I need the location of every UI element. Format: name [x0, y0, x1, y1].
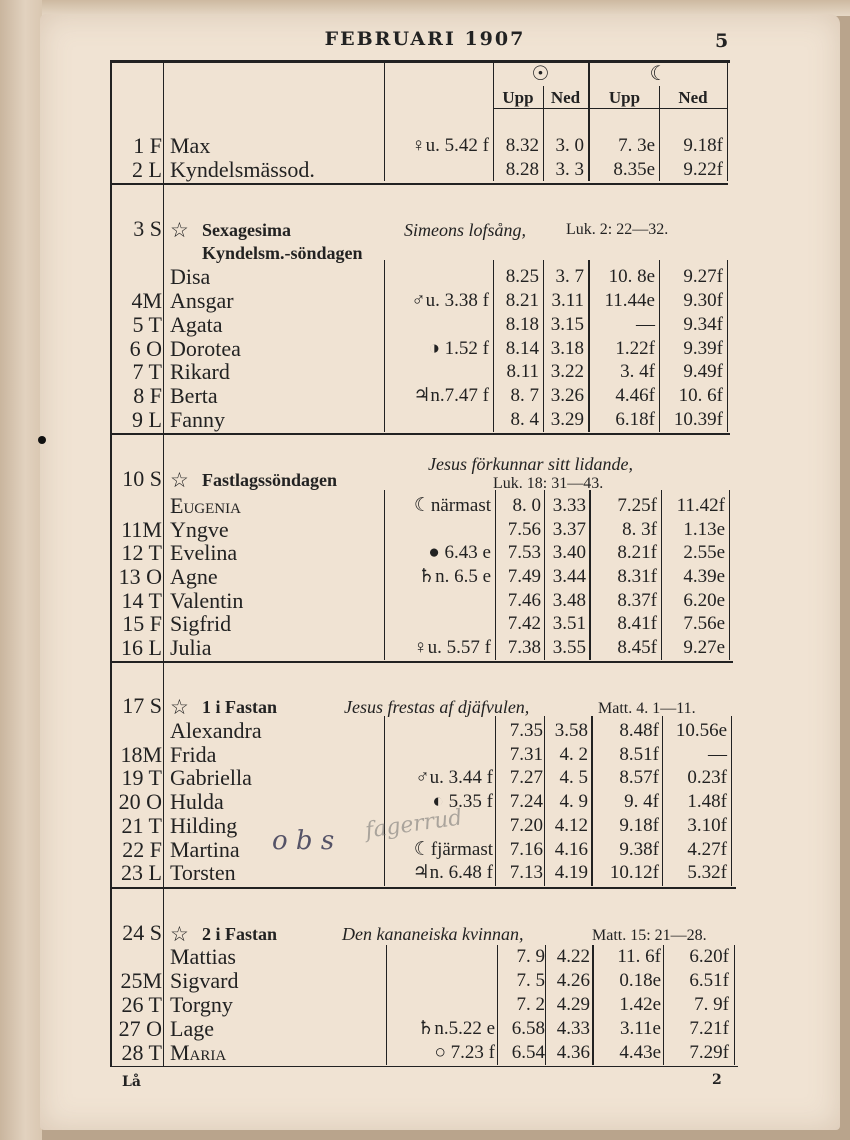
sermon-text: Jesus frestas af djäfvulen,: [344, 697, 530, 717]
sunset-time: 4.22: [556, 946, 590, 967]
moonset-time: 7. 9f: [694, 994, 729, 1015]
sunrise-time: 8.18: [505, 314, 539, 335]
day-date: 8 F: [133, 383, 162, 408]
moonset-time: 3.10f: [687, 815, 727, 836]
day-name: Agne: [170, 564, 218, 589]
day-date: 26 T: [121, 992, 162, 1017]
sunset-time: 4. 9: [559, 791, 588, 812]
moonset-time: 1.13e: [683, 519, 725, 540]
day-name: Evelina: [170, 540, 238, 565]
footer-right: 2: [712, 1072, 722, 1088]
day-name: Fanny: [170, 407, 225, 432]
day-name: Hulda: [170, 789, 224, 814]
astronomical-note: ♂u. 3.44 f: [415, 767, 493, 788]
sunrise-time: 8.25: [505, 266, 539, 287]
sunset-time: 3.15: [550, 314, 584, 335]
moonset-time: 10. 6f: [678, 385, 723, 406]
day-name: Sigvard: [170, 968, 239, 993]
day-date: 25M: [120, 968, 162, 993]
day-name: Gabriella: [170, 765, 252, 790]
sunset-time: 4.19: [554, 862, 588, 883]
day-date: 27 O: [118, 1016, 162, 1041]
moonrise-time: 8.37f: [617, 590, 657, 611]
astronomical-note: ☾fjärmast: [413, 839, 493, 860]
moonset-time: 10.56e: [675, 720, 727, 741]
sunset-time: 3.37: [552, 519, 586, 540]
sunrise-time: 7.16: [509, 839, 543, 860]
day-date: 15 F: [122, 611, 162, 636]
day-date: 9 L: [132, 407, 162, 432]
sun-rise-header: Upp: [502, 88, 534, 107]
day-name: Rikard: [170, 359, 230, 384]
star-icon: ☆: [170, 218, 189, 242]
day-name: Lage: [170, 1016, 214, 1041]
sunrise-time: 8.11: [506, 361, 539, 382]
page-title: FEBRUARI 1907: [324, 28, 526, 50]
day-name: Yngve: [170, 517, 229, 542]
moonset-time: 7.29f: [689, 1042, 729, 1063]
day-name: Disa: [170, 264, 211, 289]
moonrise-time: 9. 4f: [624, 791, 659, 812]
sun-set-header: Ned: [550, 88, 581, 107]
day-name: Torgny: [170, 992, 233, 1017]
sunset-time: 4.36: [556, 1042, 590, 1063]
moonrise-time: 4.46f: [615, 385, 655, 406]
day-name: Berta: [170, 383, 218, 408]
sunset-time: 3.55: [552, 637, 586, 658]
scripture-ref: Luk. 2: 22—32.: [566, 221, 669, 238]
sunday-date: 10 S: [122, 466, 162, 491]
day-date: 5 T: [132, 312, 162, 337]
sunset-time: 4.26: [556, 970, 590, 991]
moonset-time: 5.32f: [687, 862, 727, 883]
moonrise-time: 8. 3f: [622, 519, 657, 540]
day-name: Alexandra: [170, 718, 262, 743]
astronomical-note: ♂u. 3.38 f: [411, 290, 489, 311]
moonrise-time: 6.18f: [615, 409, 655, 430]
scripture-ref: Matt. 4. 1—11.: [598, 700, 696, 717]
moonset-time: 9.49f: [683, 361, 723, 382]
moonset-time: 9.30f: [683, 290, 723, 311]
day-name: Dorotea: [170, 336, 241, 361]
sunrise-time: 7. 2: [516, 994, 545, 1015]
sunday-title: Fastlagssöndagen: [202, 470, 338, 490]
footer-left: Lå: [122, 1074, 141, 1090]
moonrise-time: 8.51f: [619, 744, 659, 765]
moon-rise-header: Upp: [608, 88, 641, 107]
day-name: Valentin: [170, 588, 244, 613]
moonset-time: 9.34f: [683, 314, 723, 335]
day-date: 22 F: [122, 837, 162, 862]
day-date: 14 T: [121, 588, 162, 613]
day-name: Agata: [170, 312, 223, 337]
day-date: 20 O: [118, 789, 162, 814]
day-name: Max: [170, 133, 211, 158]
astronomical-note: ◐ 5.35 f: [432, 791, 493, 812]
moonrise-time: 9.38f: [619, 839, 659, 860]
sunset-time: 3. 7: [555, 266, 584, 287]
moonrise-time: 8.41f: [617, 613, 657, 634]
sunrise-time: 8. 7: [510, 385, 539, 406]
moonset-time: 9.39f: [683, 338, 723, 359]
astronomical-note: ♀u. 5.42 f: [411, 135, 489, 156]
moonset-time: 9.22f: [683, 159, 723, 180]
binding-hole: [38, 436, 46, 444]
sunrise-time: 8.14: [505, 338, 539, 359]
moonrise-time: 3. 4f: [620, 361, 655, 382]
day-date: 12 T: [121, 540, 162, 565]
sunrise-time: 7.53: [507, 542, 541, 563]
sunrise-time: 8.21: [505, 290, 539, 311]
sunset-time: 3.51: [552, 613, 586, 634]
sunrise-time: 6.54: [511, 1042, 545, 1063]
day-date: 19 T: [121, 765, 162, 790]
sunset-time: 4. 5: [559, 767, 588, 788]
sunset-time: 4. 2: [559, 744, 588, 765]
astronomical-note: ♃n. 6.48 f: [412, 862, 493, 883]
moonset-time: 7.21f: [689, 1018, 729, 1039]
moonrise-time: 10.12f: [609, 862, 659, 883]
star-icon: ☆: [170, 695, 189, 719]
sunset-time: 3.26: [550, 385, 584, 406]
moonset-time: 0.23f: [687, 767, 727, 788]
page-number: 5: [715, 30, 729, 52]
moonrise-time: 8.21f: [617, 542, 657, 563]
moonset-time: 2.55e: [683, 542, 725, 563]
moonrise-time: 11. 6f: [617, 946, 661, 967]
day-name: Hilding: [170, 813, 238, 838]
sunrise-time: 7.56: [507, 519, 541, 540]
day-name: Sigfrid: [170, 611, 232, 636]
astronomical-note: ♄n.5.22 e: [417, 1018, 495, 1039]
sunrise-time: 7.27: [509, 767, 543, 788]
day-name: Frida: [170, 742, 217, 767]
sermon-text: Den kananeiska kvinnan,: [342, 924, 524, 944]
star-icon: ☆: [170, 922, 189, 946]
sunrise-time: 6.58: [511, 1018, 545, 1039]
sermon-text: Jesus förkunnar sitt lidande,: [428, 454, 633, 474]
astronomical-note: ○ 7.23 f: [434, 1042, 495, 1063]
sunset-time: 3. 0: [555, 135, 584, 156]
day-name: Mattias: [170, 944, 236, 969]
moonrise-time: 8.48f: [619, 720, 659, 741]
sunday-date: 24 S: [122, 920, 162, 945]
sunrise-time: 8. 4: [510, 409, 539, 430]
sunrise-time: 7.46: [507, 590, 541, 611]
handwritten-note: o b s: [272, 826, 335, 856]
day-date: 28 T: [121, 1040, 162, 1065]
moonset-time: 11.42f: [676, 495, 725, 516]
day-date: 13 O: [118, 564, 162, 589]
astronomical-note: ♃n.7.47 f: [413, 385, 489, 406]
sunset-time: 3.44: [552, 566, 586, 587]
sunrise-time: 7.35: [509, 720, 543, 741]
moonrise-time: 9.18f: [619, 815, 659, 836]
astronomical-note: ♄n. 6.5 e: [418, 566, 491, 587]
day-date: 4M: [131, 288, 162, 313]
moonrise-time: —: [636, 314, 655, 335]
sunset-time: 3.11: [551, 290, 584, 311]
sunrise-time: 7.38: [507, 637, 541, 658]
sunset-time: 3.48: [552, 590, 586, 611]
day-name: Ansgar: [170, 288, 234, 313]
moonrise-time: 7.25f: [617, 495, 657, 516]
day-date: 7 T: [132, 359, 162, 384]
sunrise-time: 7.24: [509, 791, 543, 812]
moonrise-time: 3.11e: [620, 1018, 661, 1039]
moon-set-header: Ned: [678, 88, 708, 107]
moonrise-time: 4.43e: [619, 1042, 661, 1063]
moonrise-time: 11.44e: [604, 290, 655, 311]
sunset-time: 4.12: [554, 815, 588, 836]
day-date: 16 L: [121, 635, 162, 660]
handwritten-faint-note: fagerrud: [363, 805, 464, 844]
moonset-time: 1.48f: [687, 791, 727, 812]
sunday-date: 17 S: [122, 693, 162, 718]
sunday-subtitle: Kyndelsm.-söndagen: [202, 243, 363, 263]
day-name: Martina: [170, 837, 240, 862]
moonrise-time: 8.31f: [617, 566, 657, 587]
book-spine: [0, 0, 42, 1140]
moonset-time: 6.51f: [689, 970, 729, 991]
sunset-time: 4.29: [556, 994, 590, 1015]
astronomical-note: ☾närmast: [413, 495, 491, 516]
day-date: 6 O: [129, 336, 162, 361]
day-date: 23 L: [121, 860, 162, 885]
moonset-time: 6.20f: [689, 946, 729, 967]
moonset-time: 4.39e: [683, 566, 725, 587]
moonrise-time: 0.18e: [619, 970, 661, 991]
scripture-ref: Matt. 15: 21—28.: [592, 927, 707, 944]
sunset-time: 4.16: [554, 839, 588, 860]
moonrise-time: 7. 3e: [618, 135, 655, 156]
moonset-time: 6.20e: [683, 590, 725, 611]
moonset-time: 10.39f: [673, 409, 723, 430]
day-name: Maria: [170, 1040, 227, 1065]
sunset-time: 3. 3: [555, 159, 584, 180]
sunset-time: 3.18: [550, 338, 584, 359]
sunrise-time: 7.49: [507, 566, 541, 587]
sunset-time: 4.33: [556, 1018, 590, 1039]
moonrise-time: 1.22f: [615, 338, 655, 359]
moonrise-time: 8.57f: [619, 767, 659, 788]
sunday-date: 3 S: [133, 216, 162, 241]
sunrise-time: 8.32: [505, 135, 539, 156]
astronomical-note: ◑ 1.52 f: [428, 338, 489, 359]
sunrise-time: 7.20: [509, 815, 543, 836]
moon-symbol: ☾: [649, 63, 668, 85]
sunday-title: 2 i Fastan: [202, 924, 278, 944]
moonset-time: 7.56e: [683, 613, 725, 634]
sunrise-time: 7. 9: [516, 946, 545, 967]
sunday-title: 1 i Fastan: [202, 697, 278, 717]
sunrise-time: 7.42: [507, 613, 541, 634]
day-date: 11M: [121, 517, 162, 542]
sunrise-time: 8.28: [505, 159, 539, 180]
moonset-time: 9.27f: [683, 266, 723, 287]
sunday-title: Sexagesima: [202, 220, 291, 240]
day-date: 18M: [120, 742, 162, 767]
sermon-text: Simeons lofsång,: [404, 220, 527, 240]
sunrise-time: 7.31: [509, 744, 543, 765]
day-date: 21 T: [121, 813, 162, 838]
sunset-time: 3.22: [550, 361, 584, 382]
moonrise-time: 8.35e: [613, 159, 655, 180]
moonrise-time: 1.42e: [619, 994, 661, 1015]
astronomical-note: ♀u. 5.57 f: [413, 637, 491, 658]
sunset-time: 3.58: [554, 720, 588, 741]
moonset-time: 9.27e: [683, 637, 725, 658]
sunset-time: 3.33: [552, 495, 586, 516]
sunset-time: 3.29: [550, 409, 584, 430]
day-name: Torsten: [170, 860, 236, 885]
sun-symbol: ☉: [531, 63, 550, 85]
moonset-time: 9.18f: [683, 135, 723, 156]
moonrise-time: 8.45f: [617, 637, 657, 658]
sunrise-time: 7.13: [509, 862, 543, 883]
day-name: Julia: [170, 635, 212, 660]
day-name: Kyndelsmässod.: [170, 157, 315, 182]
sunset-time: 3.40: [552, 542, 586, 563]
scripture-ref: Luk. 18: 31—43.: [493, 475, 604, 492]
astronomical-note: ● 6.43 e: [428, 542, 491, 563]
day-date: 1 F: [133, 133, 162, 158]
sunrise-time: 7. 5: [516, 970, 545, 991]
moonset-time: 4.27f: [687, 839, 727, 860]
day-name: Eugenia: [170, 493, 241, 518]
day-date: 2 L: [132, 157, 162, 182]
moonrise-time: 10. 8e: [608, 266, 655, 287]
sunrise-time: 8. 0: [512, 495, 541, 516]
moonset-time: —: [708, 744, 727, 765]
star-icon: ☆: [170, 468, 189, 492]
